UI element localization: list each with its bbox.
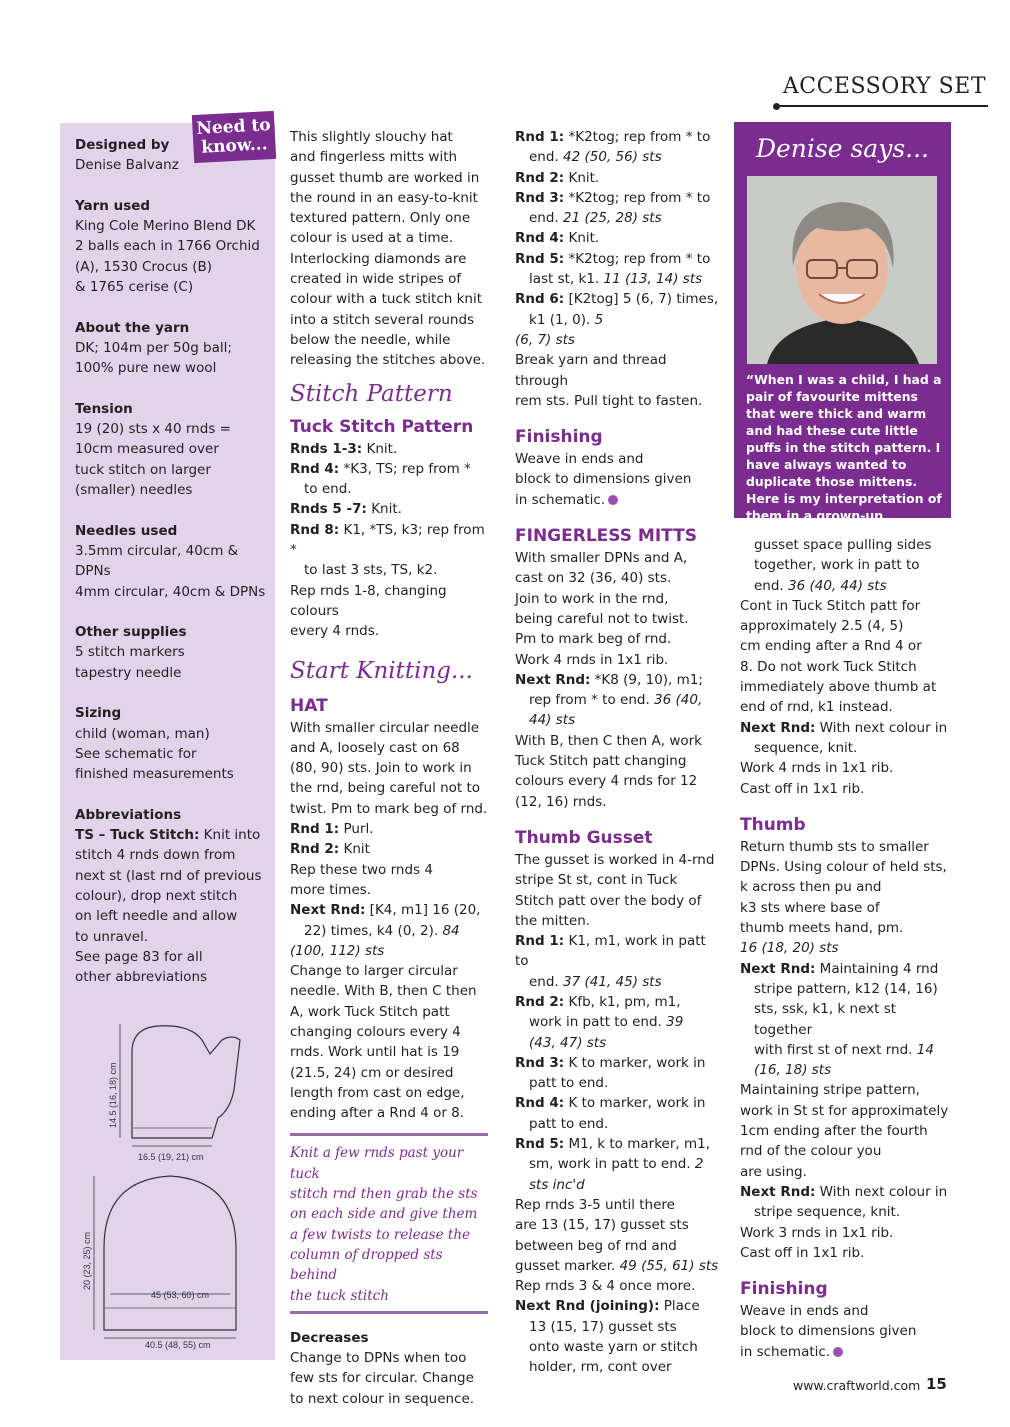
supplies-block: Other supplies 5 stitch markers tapestry needle: [75, 624, 187, 681]
thumb-gusset-heading: Thumb Gusset: [515, 827, 653, 848]
mitt-height-label: 14.5 (16, 18) cm: [108, 1062, 118, 1128]
need-to-know-badge: Need to know...: [192, 111, 276, 163]
yarn-block: Yarn used King Cole Merino Blend DK 2 balls each in 1766 Orchid (A), 1530 Crocus (B) & 1765 cerise (C): [75, 197, 260, 296]
portrait-image: [747, 176, 937, 364]
tension-block: Tension 19 (20) sts x 40 rnds = 10cm measured over tuck stitch on larger (smaller) needles: [75, 400, 231, 499]
schematic-diagram: [70, 1010, 270, 1350]
finishing-heading-mitts: Finishing: [740, 1279, 828, 1300]
designer-block: Designed by Denise Balvanz: [75, 135, 270, 176]
needles-block: Needles used 3.5mm circular, 40cm & DPNs 4mm circular, 40cm & DPNs: [75, 522, 266, 600]
tip-callout: Knit a few rnds past your tuck stitch rnd then grab the sts on each side and give them a few twists to release the column of dropped sts behind the tuck stitch: [290, 1133, 488, 1313]
tuck-stitch-heading: Tuck Stitch Pattern: [290, 416, 474, 437]
hat-inner-label: 45 (53, 60) cm: [151, 1290, 210, 1300]
column-1: This slightly slouchy hat and fingerless mitts with gusset thumb are worked in the round in an easy-to-knit textured pattern. Only one colour is used at a time. Interlocking diamonds are created in wide stripes of colour with a tuck stitch knit into a stitch several rounds below the needle, while releasing the stitches above. Stitch Pattern Tuck Stitch Pattern Rnds 1-3: Knit. Rnd 4: *K3, TS; rep from * to end. Rnds 5 -7: Knit. Rnd 8: K1, *TS, k3; rep from * to last 3 sts, TS, k2. Rep rnds 1-8, changing colours every 4 rnds. Start Knitting... HAT With smaller circular needle and A, loosely cast on 68 (80, 90) sts. Join to work in the rnd, being careful not to twist. Pm to mark beg of rnd. Rnd 1: Purl. Rnd 2: Knit Rep these two rnds 4 more times. Next Rnd: [K4, m1] 16 (20, 22) times, k4 (0, 2). 84 (100, 112) sts Change to larger circular needle. With B, then C then A, work Tuck Stitch patt changing colours every 4 rnds. Work until hat is 19 (21.5, 24) cm or desired length from cast on edge, ending after a Rnd 4 or 8. Knit a few rnds past your tuck stitch rnd then grab the sts on each side and give them a few twists to release the column of dropped sts behind the tuck stitch Decreases Change to DPNs when too few sts for circular. Change to next colour in sequence.: [290, 129, 488, 1407]
hat-heading: HAT: [290, 695, 328, 716]
denise-says-title: Denise says...: [755, 134, 930, 163]
decreases-heading: Decreases: [290, 1329, 369, 1346]
hat-width-label: 40.5 (48, 55) cm: [145, 1340, 211, 1350]
need-to-know-content: [75, 135, 270, 1008]
hat-height-label: 20 (23, 25) cm: [82, 1231, 92, 1290]
thumb-heading: Thumb: [740, 814, 806, 835]
column-2: Rnd 1: *K2tog; rep from * to end. 42 (50, 56) sts Rnd 2: Knit. Rnd 3: *K2tog; rep from * to end. 21 (25, 28) sts Rnd 4: Knit. Rnd 5: *K2tog; rep from * to last st, k1. 11 (13, 14) sts Rnd 6: [K2tog] 5 (6, 7) times, k1 (1, 0). 5 (6, 7) sts Break yarn and thread through rem sts. Pull tight to fasten. Finishing Weave in ends and block to dimensions given in schematic. FINGERLESS MITTS With smaller DPNs and A, cast on 32 (36, 40) sts. Join to work in the rnd, being careful not to twist. Pm to mark beg of rnd. Work 4 rnds in 1x1 rib. Next Rnd: *K8 (9, 10), m1; rep from * to end. 36 (40, 44) sts With B, then C then A, work Tuck Stitch patt changing colours every 4 rnds for 12 (12, 16) rnds. Thumb Gusset The gusset is worked in 4-rnd stripe St st, cont in Tuck Stitch patt over the body of the mitten. Rnd 1: K1, m1, work in patt to end. 37 (41, 45) sts Rnd 2: Kfb, k1, pm, m1, work in patt to end. 39 (43, 47) sts Rnd 3: K to marker, work in patt to end. Rnd 4: K to marker, work in patt to end. Rnd 5: M1, k to marker, m1, sm, work in patt to end. 2 sts inc'd Rep rnds 3-5 until there are 13 (15, 17) gusset sts between beg of rnd and gusset marker. 49 (55, 61) sts Rep rnds 3 & 4 once more. Next Rnd (joining): Place 13 (15, 17) gusset sts onto waste yarn or stitch holder, rm, cont over: [515, 127, 723, 1378]
designer-quote: “When I was a child, I had a pair of favourite mittens that were thick and warm and had these cute little puffs in the stitch pattern. I have always wanted to duplicate those mittens. Here is my interpretation of them in a grown-up version”: [746, 372, 942, 540]
section-title: ACCESSORY SET: [777, 74, 988, 107]
stitch-pattern-heading: Stitch Pattern: [290, 380, 453, 407]
page-number: 15: [926, 1375, 947, 1393]
finishing-heading: Finishing: [515, 427, 603, 448]
start-knitting-heading: Start Knitting...: [290, 657, 473, 684]
mitt-outline: [132, 1026, 240, 1138]
column-3: gusset space pulling sides together, work in patt to end. 36 (40, 44) sts Cont in Tuck Stitch patt for approximately 2.5 (4, 5) cm ending after a Rnd 4 or 8. Do not work Tuck Stitch immediately above thumb at end of rnd, k1 instead. Next Rnd: With next colour in sequence, knit. Work 4 rnds in 1x1 rib. Cast off in 1x1 rib. Thumb Return thumb sts to smaller DPNs. Using colour of held sts, k across then pu and k3 sts where base of thumb meets hand, pm. 16 (18, 20) sts Next Rnd: Maintaining 4 rnd stripe pattern, k12 (14, 16) sts, ssk, k1, k next st together with first st of next rnd. 14 (16, 18) sts Maintaining stripe pattern, work in St st for approximately 1cm ending after the fourth rnd of the colour you are using. Next Rnd: With next colour in stripe sequence, knit. Work 3 rnds in 1x1 rib. Cast off in 1x1 rib. Finishing Weave in ends and block to dimensions given in schematic.: [740, 537, 949, 1360]
hat-outline: [104, 1176, 236, 1330]
mitt-width-label: 16.5 (19, 21) cm: [138, 1152, 204, 1162]
sizing-block: Sizing child (woman, man) See schematic for finished measurements: [75, 705, 234, 783]
designer-name: Denise Balvanz: [75, 157, 179, 174]
designer-photo: [747, 176, 937, 364]
about-yarn-block: About the yarn DK; 104m per 50g ball; 100% pure new wool: [75, 319, 232, 377]
abbreviations-block: Abbreviations TS – Tuck Stitch: Knit into stitch 4 rnds down from next st (last rnd of previous colour), drop next stitch on left needle and allow to unravel. See page 83 for all other abbreviations: [75, 806, 262, 986]
yarn-ball-icon: [833, 1347, 843, 1357]
footer-website: www.craftworld.com: [793, 1378, 921, 1393]
fingerless-mitts-heading: FINGERLESS MITTS: [515, 526, 697, 547]
yarn-ball-icon: [608, 495, 618, 505]
